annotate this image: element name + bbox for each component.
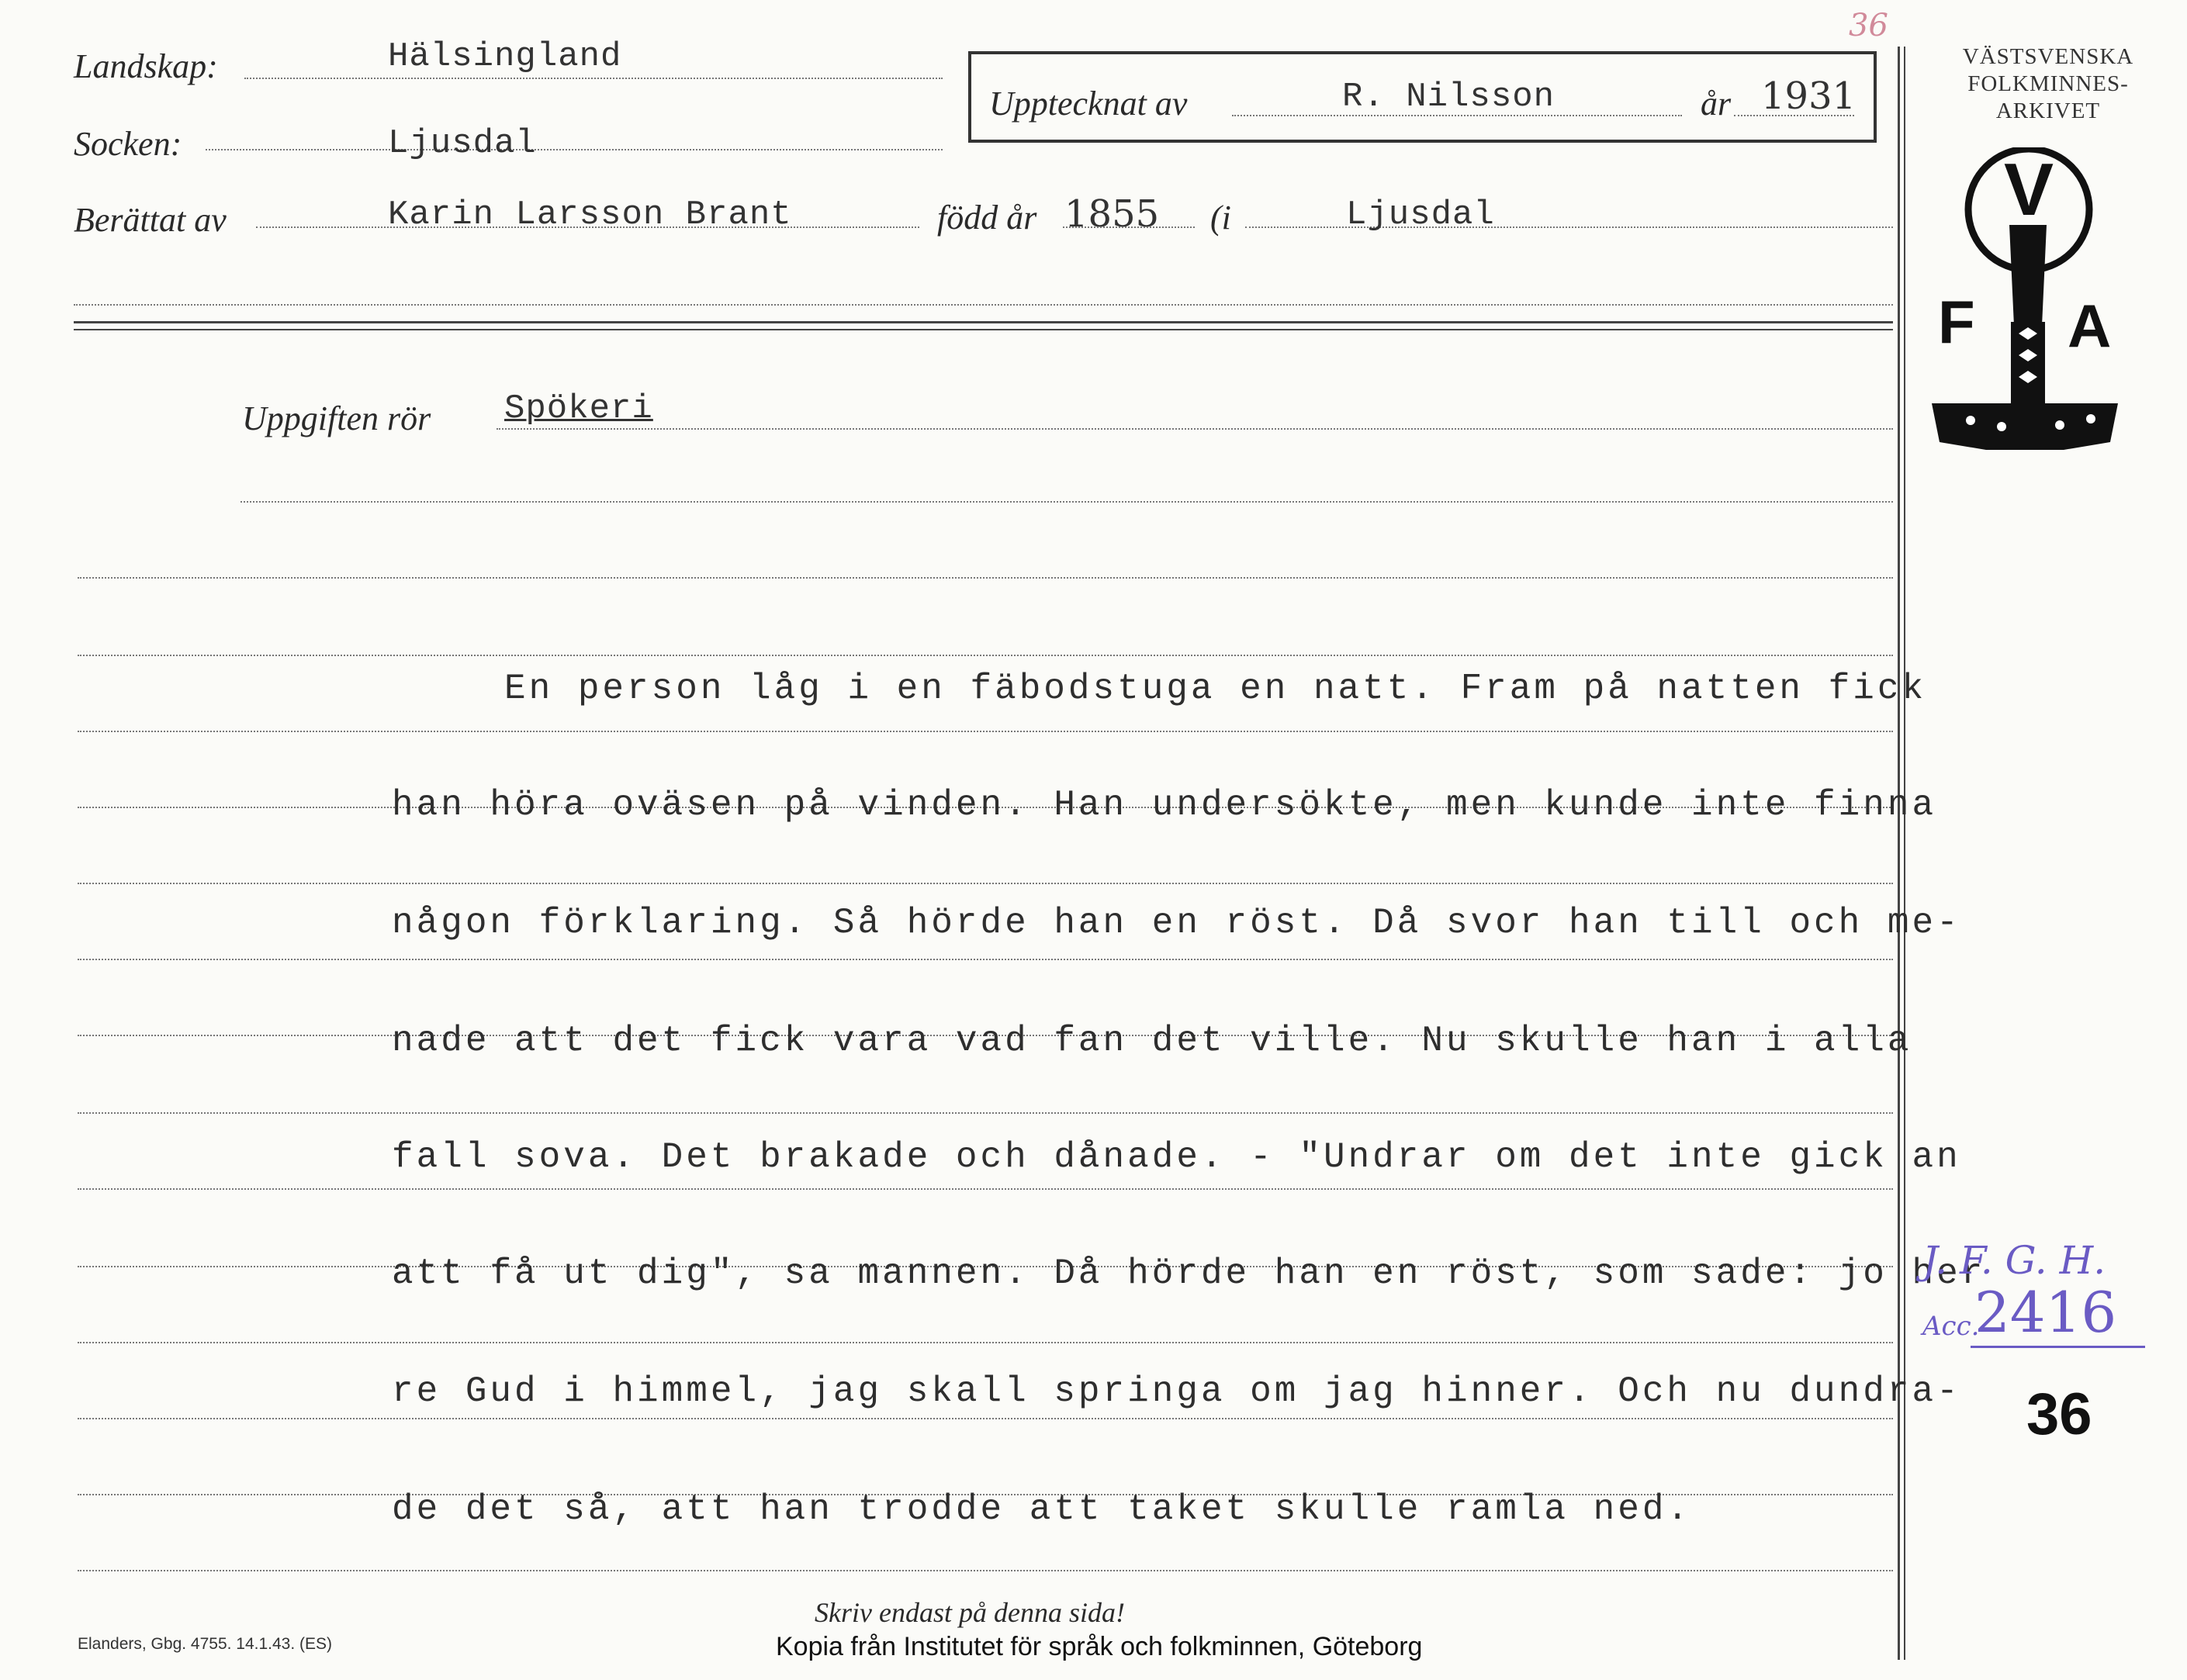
- ruled-line: [78, 1112, 1893, 1114]
- landskap-dotted-line: [244, 78, 943, 79]
- margin-rule-right: [1904, 47, 1905, 1660]
- stamp-number: 2416: [1974, 1280, 2117, 1345]
- printer-note: Elanders, Gbg. 4755. 14.1.43. (ES): [78, 1635, 333, 1653]
- fodd-year: 1855: [1064, 192, 1160, 236]
- landskap-label: Landskap:: [74, 47, 218, 85]
- ruled-line: [78, 1570, 1893, 1571]
- berattat-value: Karin Larsson Brant: [388, 195, 792, 234]
- stamp-page: 36: [2026, 1381, 2092, 1447]
- header-rule-top: [74, 321, 1893, 323]
- archive-name-line3: ARKIVET: [1995, 99, 2101, 123]
- margin-rule-left: [1898, 47, 1900, 1660]
- ruled-line: [78, 655, 1893, 656]
- body-line-3: någon förklaring. Så hörde han en röst. Då svor han till och me-: [392, 903, 1961, 943]
- header-rule-bottom: [74, 329, 1893, 330]
- body-line-5: fall sova. Det brakade och dånade. - "Undrar om det inte gick an: [392, 1137, 1961, 1177]
- write-instruction: Skriv endast på denna sida!: [815, 1597, 1125, 1628]
- fodd-place-dotted-line: [1245, 226, 1893, 228]
- landskap-value: Hälsingland: [388, 37, 622, 76]
- ar-value: 1931: [1761, 74, 1857, 118]
- ruled-line: [78, 577, 1893, 579]
- fodd-dotted-line: [1063, 226, 1195, 228]
- stamp-line1: J. F. G. H.: [1922, 1238, 2106, 1283]
- socken-dotted-line: [206, 149, 943, 150]
- ar-label: år: [1701, 85, 1732, 123]
- copy-notice: Kopia från Institutet för språk och folkminnen, Göteborg: [776, 1632, 1423, 1661]
- stamp-underline: [1971, 1346, 2145, 1348]
- socken-label: Socken:: [74, 125, 182, 163]
- socken-value: Ljusdal: [388, 124, 537, 163]
- berattat-label: Berättat av: [74, 201, 227, 239]
- ruled-line: [78, 1342, 1893, 1343]
- logo-f-letter: F: [1938, 288, 1975, 356]
- ruled-line: [78, 731, 1893, 732]
- body-line-8: de det så, att han trodde att taket skulle ramla ned.: [392, 1489, 1692, 1530]
- subject-value: Spökeri: [504, 389, 653, 428]
- body-line-7: re Gud i himmel, jag skall springa om jag hinner. Och nu dundra-: [392, 1371, 1961, 1412]
- ruled-line: [78, 959, 1893, 960]
- ruled-line: [78, 1188, 1893, 1190]
- stamp-acc: Acc.: [1922, 1311, 1980, 1342]
- header-blank-line: [74, 304, 1893, 306]
- ruled-line: [241, 501, 1893, 503]
- uppteck-value: R. Nilsson: [1342, 78, 1555, 116]
- fodd-place-label: (i: [1210, 199, 1231, 237]
- archive-name-line1: VÄSTSVENSKA: [1962, 44, 2134, 69]
- archive-name-line2: FOLKMINNES-: [1967, 71, 2129, 96]
- ruled-line: [78, 1418, 1893, 1419]
- fodd-place: Ljusdal: [1346, 195, 1495, 234]
- fodd-label: född år: [937, 199, 1037, 237]
- uppteck-label: Upptecknat av: [989, 85, 1188, 123]
- logo-v-letter: V: [2003, 148, 2054, 231]
- body-line-4: nade att det fick vara vad fan det ville. Nu skulle han i alla: [392, 1021, 1912, 1061]
- body-line-2: han höra oväsen på vinden. Han undersökte, men kunde inte finna: [392, 785, 1937, 825]
- archive-name: [1916, 43, 2180, 125]
- logo-a-letter: A: [2068, 292, 2112, 360]
- body-line-1: En person låg i en fäbodstuga en natt. Fram på natten fick: [504, 669, 1927, 709]
- page-mark: 36: [1849, 8, 1888, 43]
- body-line-6: att få ut dig", sa mannen. Då hörde han en röst, som sade: jo her: [392, 1253, 1986, 1294]
- ruled-line: [78, 883, 1893, 884]
- subject-label: Uppgiften rör: [242, 399, 431, 437]
- subject-dotted-line: [497, 428, 1893, 430]
